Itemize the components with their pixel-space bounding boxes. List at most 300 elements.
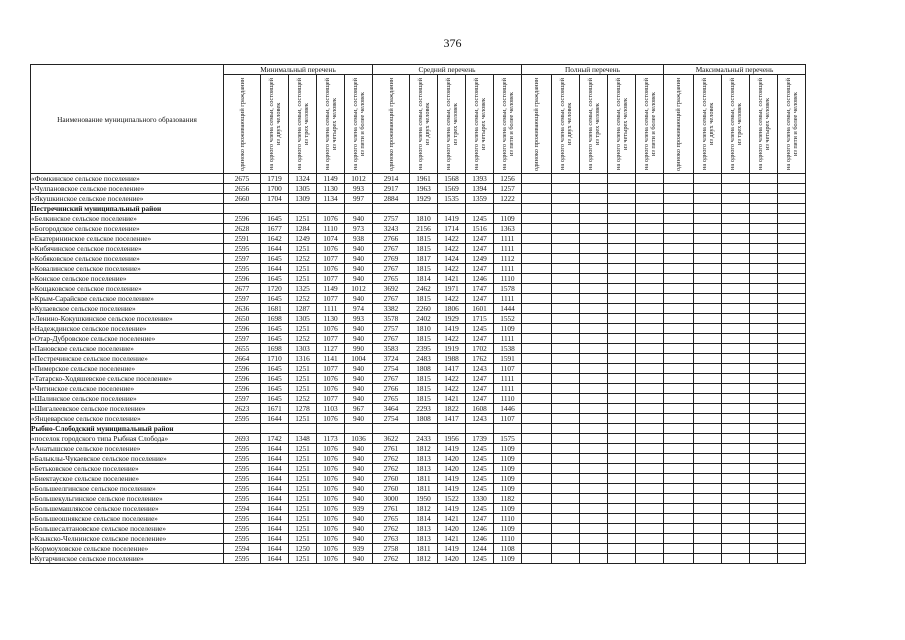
value-cell xyxy=(522,304,552,314)
value-cell: 1077 xyxy=(317,334,345,344)
value-cell xyxy=(552,244,580,254)
value-cell xyxy=(664,384,694,394)
value-cell: 1359 xyxy=(466,194,494,204)
value-cell: 1251 xyxy=(289,384,317,394)
value-cell xyxy=(608,324,636,334)
value-cell: 2623 xyxy=(224,404,261,414)
column-subheader xyxy=(494,75,522,174)
value-cell: 3243 xyxy=(373,224,410,234)
value-cell xyxy=(580,354,608,364)
value-cell xyxy=(522,244,552,254)
value-cell: 2595 xyxy=(224,554,261,564)
row-name: «Надеждинское сельское поселение» xyxy=(31,324,224,334)
value-cell: 2917 xyxy=(373,184,410,194)
value-cell xyxy=(664,184,694,194)
value-cell: 2765 xyxy=(373,274,410,284)
value-cell xyxy=(778,174,806,184)
value-cell: 1644 xyxy=(261,534,289,544)
value-cell xyxy=(664,314,694,324)
value-cell: 1677 xyxy=(261,224,289,234)
value-cell xyxy=(552,534,580,544)
value-cell: 1644 xyxy=(261,414,289,424)
value-cell: 2628 xyxy=(224,224,261,234)
value-cell xyxy=(636,184,664,194)
value-cell xyxy=(722,354,750,364)
column-subheader-label: одиноко проживающий гражданин xyxy=(387,77,395,171)
value-cell xyxy=(694,384,722,394)
value-cell xyxy=(664,364,694,374)
value-cell xyxy=(694,554,722,564)
value-cell xyxy=(722,494,750,504)
value-cell xyxy=(636,534,664,544)
value-cell xyxy=(694,374,722,384)
value-cell xyxy=(580,214,608,224)
value-cell: 1645 xyxy=(261,394,289,404)
value-cell xyxy=(608,494,636,504)
value-cell: 993 xyxy=(345,184,373,194)
value-cell xyxy=(608,484,636,494)
value-cell: 1004 xyxy=(345,354,373,364)
value-cell xyxy=(750,404,778,414)
value-cell xyxy=(636,434,664,444)
value-cell xyxy=(664,344,694,354)
value-cell xyxy=(580,194,608,204)
column-subheader-label: одиноко проживающий гражданин xyxy=(675,77,682,171)
group-header: Полный перечень xyxy=(522,65,664,75)
value-cell: 1522 xyxy=(438,494,466,504)
row-name: «Пимерское сельское поселение» xyxy=(31,364,224,374)
value-cell: 1076 xyxy=(317,494,345,504)
value-cell: 1110 xyxy=(494,514,522,524)
value-cell: 1810 xyxy=(410,324,438,334)
value-cell xyxy=(750,264,778,274)
value-cell: 1244 xyxy=(466,544,494,554)
value-cell: 1109 xyxy=(494,484,522,494)
column-subheader-label: на одного члена семьи, состоящей из четырех человек xyxy=(756,78,771,170)
value-cell xyxy=(778,274,806,284)
value-cell xyxy=(664,454,694,464)
value-cell: 3464 xyxy=(373,404,410,414)
value-cell xyxy=(722,314,750,324)
table-row xyxy=(31,174,806,184)
table-row xyxy=(31,324,806,334)
group-header: Минимальный перечень xyxy=(224,65,373,75)
value-cell: 2760 xyxy=(373,484,410,494)
value-cell xyxy=(722,264,750,274)
value-cell: 1591 xyxy=(494,354,522,364)
value-cell xyxy=(694,424,722,434)
value-cell xyxy=(636,354,664,364)
value-cell: 1421 xyxy=(438,394,466,404)
column-subheader xyxy=(317,75,345,174)
value-cell xyxy=(552,474,580,484)
value-cell: 2884 xyxy=(373,194,410,204)
value-cell: 1303 xyxy=(289,344,317,354)
value-cell xyxy=(636,544,664,554)
value-cell xyxy=(636,284,664,294)
value-cell xyxy=(636,554,664,564)
value-cell xyxy=(778,404,806,414)
value-cell: 1644 xyxy=(261,484,289,494)
value-cell xyxy=(664,474,694,484)
value-cell xyxy=(694,454,722,464)
value-cell: 1111 xyxy=(494,294,522,304)
value-cell xyxy=(664,444,694,454)
value-cell: 2766 xyxy=(373,234,410,244)
value-cell xyxy=(750,244,778,254)
value-cell xyxy=(522,274,552,284)
value-cell: 1742 xyxy=(261,434,289,444)
value-cell xyxy=(552,524,580,534)
value-cell xyxy=(778,554,806,564)
value-cell: 3000 xyxy=(373,494,410,504)
value-cell: 1076 xyxy=(317,264,345,274)
value-cell xyxy=(552,444,580,454)
value-cell xyxy=(778,434,806,444)
row-name: «Шалинское сельское поселение» xyxy=(31,394,224,404)
value-cell xyxy=(522,384,552,394)
value-cell xyxy=(552,194,580,204)
value-cell xyxy=(522,434,552,444)
value-cell: 2762 xyxy=(373,554,410,564)
value-cell xyxy=(466,204,494,214)
value-cell: 997 xyxy=(345,194,373,204)
value-cell xyxy=(522,264,552,274)
table-row xyxy=(31,194,806,204)
value-cell: 1671 xyxy=(261,404,289,414)
value-cell xyxy=(664,174,694,184)
value-cell: 1134 xyxy=(317,194,345,204)
value-cell xyxy=(722,414,750,424)
value-cell: 2595 xyxy=(224,444,261,454)
value-cell: 1243 xyxy=(466,414,494,424)
value-cell: 940 xyxy=(345,454,373,464)
value-cell xyxy=(750,194,778,204)
value-cell: 1245 xyxy=(466,324,494,334)
value-cell xyxy=(778,494,806,504)
column-subheader-label: на одного члена семьи, состоящей из трех человек xyxy=(586,78,601,170)
value-cell xyxy=(694,484,722,494)
value-cell xyxy=(522,284,552,294)
value-cell: 1251 xyxy=(289,534,317,544)
value-cell xyxy=(778,284,806,294)
value-cell xyxy=(608,174,636,184)
value-cell xyxy=(750,414,778,424)
value-cell xyxy=(722,344,750,354)
value-cell: 1419 xyxy=(438,484,466,494)
value-cell xyxy=(608,254,636,264)
table-row xyxy=(31,244,806,254)
value-cell xyxy=(750,274,778,284)
value-cell xyxy=(664,504,694,514)
table-row xyxy=(31,254,806,264)
value-cell xyxy=(722,274,750,284)
value-cell: 2636 xyxy=(224,304,261,314)
value-cell: 2677 xyxy=(224,284,261,294)
column-subheader xyxy=(224,75,261,174)
value-cell: 940 xyxy=(345,444,373,454)
value-cell: 1110 xyxy=(494,274,522,284)
value-cell xyxy=(608,234,636,244)
value-cell xyxy=(552,304,580,314)
value-cell xyxy=(750,234,778,244)
value-cell xyxy=(522,294,552,304)
value-cell xyxy=(722,334,750,344)
value-cell: 1130 xyxy=(317,314,345,324)
value-cell xyxy=(636,414,664,424)
value-cell: 1109 xyxy=(494,524,522,534)
value-cell xyxy=(552,274,580,284)
value-cell xyxy=(750,284,778,294)
value-cell xyxy=(580,244,608,254)
value-cell: 1950 xyxy=(410,494,438,504)
value-cell xyxy=(664,414,694,424)
value-cell xyxy=(552,364,580,374)
value-cell: 940 xyxy=(345,214,373,224)
value-cell: 1076 xyxy=(317,544,345,554)
value-cell: 3382 xyxy=(373,304,410,314)
value-cell: 1817 xyxy=(410,254,438,264)
value-cell: 940 xyxy=(345,334,373,344)
value-cell xyxy=(778,294,806,304)
value-cell xyxy=(778,364,806,374)
value-cell: 1715 xyxy=(466,314,494,324)
value-cell: 1422 xyxy=(438,334,466,344)
value-cell: 1919 xyxy=(438,344,466,354)
value-cell xyxy=(608,504,636,514)
value-cell: 1812 xyxy=(410,554,438,564)
column-subheader xyxy=(466,75,494,174)
table-row xyxy=(31,464,806,474)
value-cell xyxy=(608,394,636,404)
value-cell xyxy=(580,304,608,314)
row-name: «Отар-Дубровское сельское поселение» xyxy=(31,334,224,344)
value-cell: 2766 xyxy=(373,384,410,394)
value-cell: 1422 xyxy=(438,244,466,254)
value-cell xyxy=(608,314,636,324)
value-cell: 1704 xyxy=(261,194,289,204)
value-cell: 1645 xyxy=(261,364,289,374)
value-cell: 1252 xyxy=(289,294,317,304)
value-cell xyxy=(722,174,750,184)
value-cell xyxy=(778,544,806,554)
value-cell xyxy=(552,514,580,524)
value-cell xyxy=(522,524,552,534)
value-cell xyxy=(694,174,722,184)
value-cell: 1076 xyxy=(317,244,345,254)
value-cell xyxy=(664,464,694,474)
value-cell: 1698 xyxy=(261,314,289,324)
column-subheader xyxy=(778,75,806,174)
value-cell: 1417 xyxy=(438,414,466,424)
value-cell: 2656 xyxy=(224,184,261,194)
value-cell: 1420 xyxy=(438,554,466,564)
table-row xyxy=(31,544,806,554)
value-cell xyxy=(580,254,608,264)
table-row xyxy=(31,354,806,364)
value-cell: 1111 xyxy=(494,384,522,394)
value-cell xyxy=(552,184,580,194)
column-subheader xyxy=(664,75,694,174)
value-cell xyxy=(636,344,664,354)
value-cell: 1739 xyxy=(466,434,494,444)
value-cell: 2595 xyxy=(224,514,261,524)
value-cell xyxy=(778,234,806,244)
value-cell xyxy=(522,414,552,424)
value-cell xyxy=(608,334,636,344)
value-cell xyxy=(750,214,778,224)
value-cell: 2596 xyxy=(224,384,261,394)
row-name: «Татарско-Ходяшевское сельское поселение» xyxy=(31,374,224,384)
value-cell: 2761 xyxy=(373,444,410,454)
value-cell xyxy=(522,214,552,224)
value-cell: 940 xyxy=(345,524,373,534)
value-cell xyxy=(664,254,694,264)
value-cell: 2483 xyxy=(410,354,438,364)
district-row xyxy=(31,204,806,214)
value-cell xyxy=(608,354,636,364)
value-cell xyxy=(345,424,373,434)
value-cell: 1256 xyxy=(494,174,522,184)
value-cell xyxy=(608,424,636,434)
value-cell: 940 xyxy=(345,484,373,494)
column-subheader-label: на одного члена семьи, состоящей из трех человек xyxy=(444,78,459,170)
column-subheader-label: на одного члена семьи, состоящей из пяти и более человек xyxy=(642,78,657,170)
value-cell: 1108 xyxy=(494,544,522,554)
value-cell xyxy=(608,544,636,554)
value-cell xyxy=(694,544,722,554)
value-cell xyxy=(552,344,580,354)
table-row xyxy=(31,304,806,314)
value-cell: 940 xyxy=(345,274,373,284)
value-cell xyxy=(345,204,373,214)
value-cell xyxy=(636,214,664,224)
value-cell xyxy=(552,544,580,554)
value-cell: 1173 xyxy=(317,434,345,444)
row-name: «Большекульгинское сельское поселение» xyxy=(31,494,224,504)
value-cell: 1245 xyxy=(466,504,494,514)
value-cell xyxy=(522,174,552,184)
value-cell: 940 xyxy=(345,474,373,484)
value-cell xyxy=(289,424,317,434)
column-subheader-label: на одного члена семьи, состоящей из пяти и более человек xyxy=(784,78,799,170)
value-cell: 1552 xyxy=(494,314,522,324)
value-cell: 1149 xyxy=(317,174,345,184)
value-cell: 2260 xyxy=(410,304,438,314)
value-cell xyxy=(664,484,694,494)
column-subheader xyxy=(694,75,722,174)
value-cell xyxy=(664,224,694,234)
table-row xyxy=(31,364,806,374)
value-cell xyxy=(778,374,806,384)
row-name: «Большеелгинское сельское поселение» xyxy=(31,484,224,494)
value-cell: 1568 xyxy=(438,174,466,184)
value-cell: 1810 xyxy=(410,214,438,224)
value-cell: 2402 xyxy=(410,314,438,324)
value-cell: 1535 xyxy=(438,194,466,204)
value-cell: 1645 xyxy=(261,334,289,344)
value-cell xyxy=(778,394,806,404)
row-name: «поселок городского типа Рыбная Слобода» xyxy=(31,434,224,444)
table-row xyxy=(31,504,806,514)
value-cell xyxy=(608,464,636,474)
table-row xyxy=(31,374,806,384)
column-subheader xyxy=(522,75,552,174)
value-cell: 1109 xyxy=(494,444,522,454)
value-cell xyxy=(750,174,778,184)
value-cell xyxy=(580,554,608,564)
value-cell xyxy=(750,364,778,374)
table-row xyxy=(31,474,806,484)
value-cell: 938 xyxy=(345,234,373,244)
value-cell: 1575 xyxy=(494,434,522,444)
value-cell: 1076 xyxy=(317,444,345,454)
value-cell xyxy=(522,534,552,544)
value-cell: 1815 xyxy=(410,264,438,274)
value-cell xyxy=(750,514,778,524)
value-cell: 1249 xyxy=(466,254,494,264)
value-cell: 1988 xyxy=(438,354,466,364)
value-cell xyxy=(552,234,580,244)
value-cell: 1305 xyxy=(289,184,317,194)
value-cell: 2914 xyxy=(373,174,410,184)
value-cell: 1420 xyxy=(438,454,466,464)
value-cell xyxy=(580,514,608,524)
value-cell: 2596 xyxy=(224,324,261,334)
value-cell: 940 xyxy=(345,244,373,254)
value-cell: 939 xyxy=(345,544,373,554)
value-cell xyxy=(552,484,580,494)
value-cell: 1645 xyxy=(261,274,289,284)
row-name: «Бетьковское сельское поселение» xyxy=(31,464,224,474)
value-cell: 1419 xyxy=(438,544,466,554)
value-cell: 1278 xyxy=(289,404,317,414)
value-cell xyxy=(438,424,466,434)
value-cell: 1111 xyxy=(494,374,522,384)
value-cell: 2767 xyxy=(373,374,410,384)
column-subheader-label: на одного члена семьи, состоящей из четырех человек xyxy=(614,78,629,170)
value-cell xyxy=(636,464,664,474)
value-cell: 1815 xyxy=(410,374,438,384)
value-cell: 990 xyxy=(345,344,373,354)
value-cell: 1109 xyxy=(494,474,522,484)
value-cell: 1076 xyxy=(317,514,345,524)
value-cell xyxy=(552,504,580,514)
column-subheader-label: на одного члена семьи, состоящей из четырех человек xyxy=(323,78,338,170)
value-cell: 1245 xyxy=(466,554,494,564)
value-cell xyxy=(552,254,580,264)
table-row xyxy=(31,314,806,324)
value-cell xyxy=(778,474,806,484)
value-cell xyxy=(694,474,722,484)
value-cell: 1076 xyxy=(317,464,345,474)
value-cell xyxy=(608,264,636,274)
value-cell: 1245 xyxy=(466,474,494,484)
value-cell xyxy=(722,224,750,234)
value-cell xyxy=(664,194,694,204)
value-cell xyxy=(608,514,636,524)
value-cell: 2767 xyxy=(373,334,410,344)
row-name: «Шигалеевское сельское поселение» xyxy=(31,404,224,414)
value-cell xyxy=(722,304,750,314)
value-cell: 1720 xyxy=(261,284,289,294)
column-subheader xyxy=(722,75,750,174)
value-cell xyxy=(580,364,608,374)
value-cell: 1247 xyxy=(466,374,494,384)
value-cell xyxy=(694,274,722,284)
value-cell xyxy=(580,494,608,504)
value-cell: 1077 xyxy=(317,254,345,264)
